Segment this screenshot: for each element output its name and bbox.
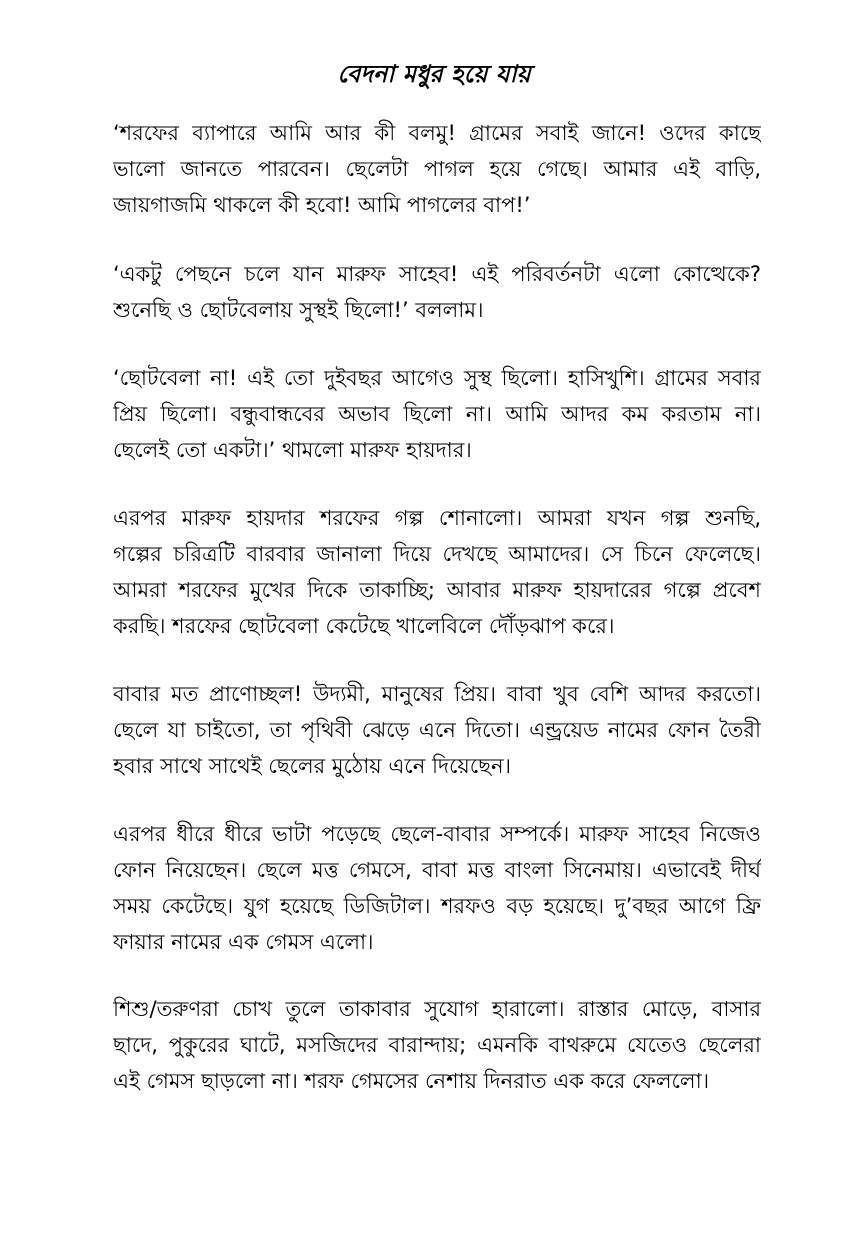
paragraph-7 — [113, 991, 761, 1099]
text-line: ফোন নিয়েছেন। ছেলে মত্ত গেমসে, বাবা মত্ত বাংলা সিনেমায়। এভাবেই দীর্ঘ — [113, 858, 761, 882]
text-line: ছেলেই তো একটা।’ থামলো মারুফ হায়দার। — [113, 438, 472, 462]
text-line: ‘ছোটবেলা না! এই তো দুইবছর আগেও সুস্থ ছিলো। হাসিখুশি। গ্রামের সবার — [113, 366, 761, 390]
text-line: আমরা শরফের মুখের দিকে তাকাচ্ছি; আবার মারুফ হায়দারের গল্পে প্রবেশ — [113, 578, 761, 602]
text-line: ফায়ার নামের এক গেমস এলো। — [113, 930, 374, 954]
text-line: হবার সাথে সাথেই ছেলের মুঠোয় এনে দিয়েছেন। — [113, 754, 512, 778]
paragraph-5 — [113, 676, 761, 784]
text-line: ভালো জানতে পারবেন। ছেলেটা পাগল হয়ে গেছে। আমার এই বাড়ি, — [113, 157, 761, 181]
paragraph-3 — [113, 360, 761, 468]
paragraph-2 — [113, 256, 761, 328]
text-line: এই গেমস ছাড়লো না। শরফ গেমসের নেশায় দিনরাত এক করে ফেললো। — [113, 1069, 710, 1093]
text-line: জায়গাজমি থাকলে কী হবো! আমি পাগলের বাপ!’ — [113, 193, 531, 217]
text-line: গল্পের চরিত্রটি বারবার জানালা দিয়ে দেখছে আমাদের। সে চিনে ফেলেছে। — [113, 542, 761, 566]
text-line: ছেলে যা চাইতো, তা পৃথিবী ঝেড়ে এনে দিতো। এন্ড্রয়েড নামের ফোন তৈরী — [113, 718, 761, 742]
text-line: ‘একটু পেছনে চলে যান মারুফ সাহেব! এই পরিবর্তনটা এলো কোত্থেকে? — [113, 262, 761, 286]
text-line: ছাদে, পুকুরের ঘাটে, মসজিদের বারান্দায়; এমনকি বাথরুমে যেতেও ছেলেরা — [113, 1033, 761, 1057]
paragraph-1 — [113, 115, 761, 223]
text-line: সময় কেটেছে। যুগ হয়েছে ডিজিটাল। শরফও বড় হয়েছে। দু’বছর আগে ফ্রি — [113, 894, 761, 918]
text-line: এরপর ধীরে ধীরে ভাটা পড়েছে ছেলে-বাবার সম্পর্কে। মারুফ সাহেব নিজেও — [113, 822, 761, 846]
text-line: শুনেছি ও ছোটবেলায় সুস্থই ছিলো!’ বললাম। — [113, 298, 484, 322]
text-line: এরপর মারুফ হায়দার শরফের গল্প শোনালো। আমরা যখন গল্প শুনছি, — [113, 506, 761, 530]
text-line: করছি। শরফের ছোটবেলা কেটেছে খালেবিলে দৌঁড়ঝাপ করে। — [113, 614, 615, 638]
text-line: শিশু/তরুণরা চোখ তুলে তাকাবার সুযোগ হারালো। রাস্তার মোড়ে, বাসার — [113, 997, 761, 1021]
paragraph-4 — [113, 500, 761, 644]
text-line: প্রিয় ছিলো। বন্ধুবান্ধবের অভাব ছিলো না। আমি আদর কম করতাম না। — [113, 402, 761, 426]
text-line: বাবার মত প্রাণোচ্ছল! উদ্যমী, মানুষের প্রিয়। বাবা খুব বেশি আদর করতো। — [113, 682, 761, 706]
text-line: ‘শরফের ব্যাপারে আমি আর কী বলমু! গ্রামের সবাই জানে! ওদের কাছে — [113, 121, 761, 145]
paragraph-6 — [113, 816, 761, 960]
document-title: বেদনা মধুর হয়ে যায় — [337, 60, 531, 88]
